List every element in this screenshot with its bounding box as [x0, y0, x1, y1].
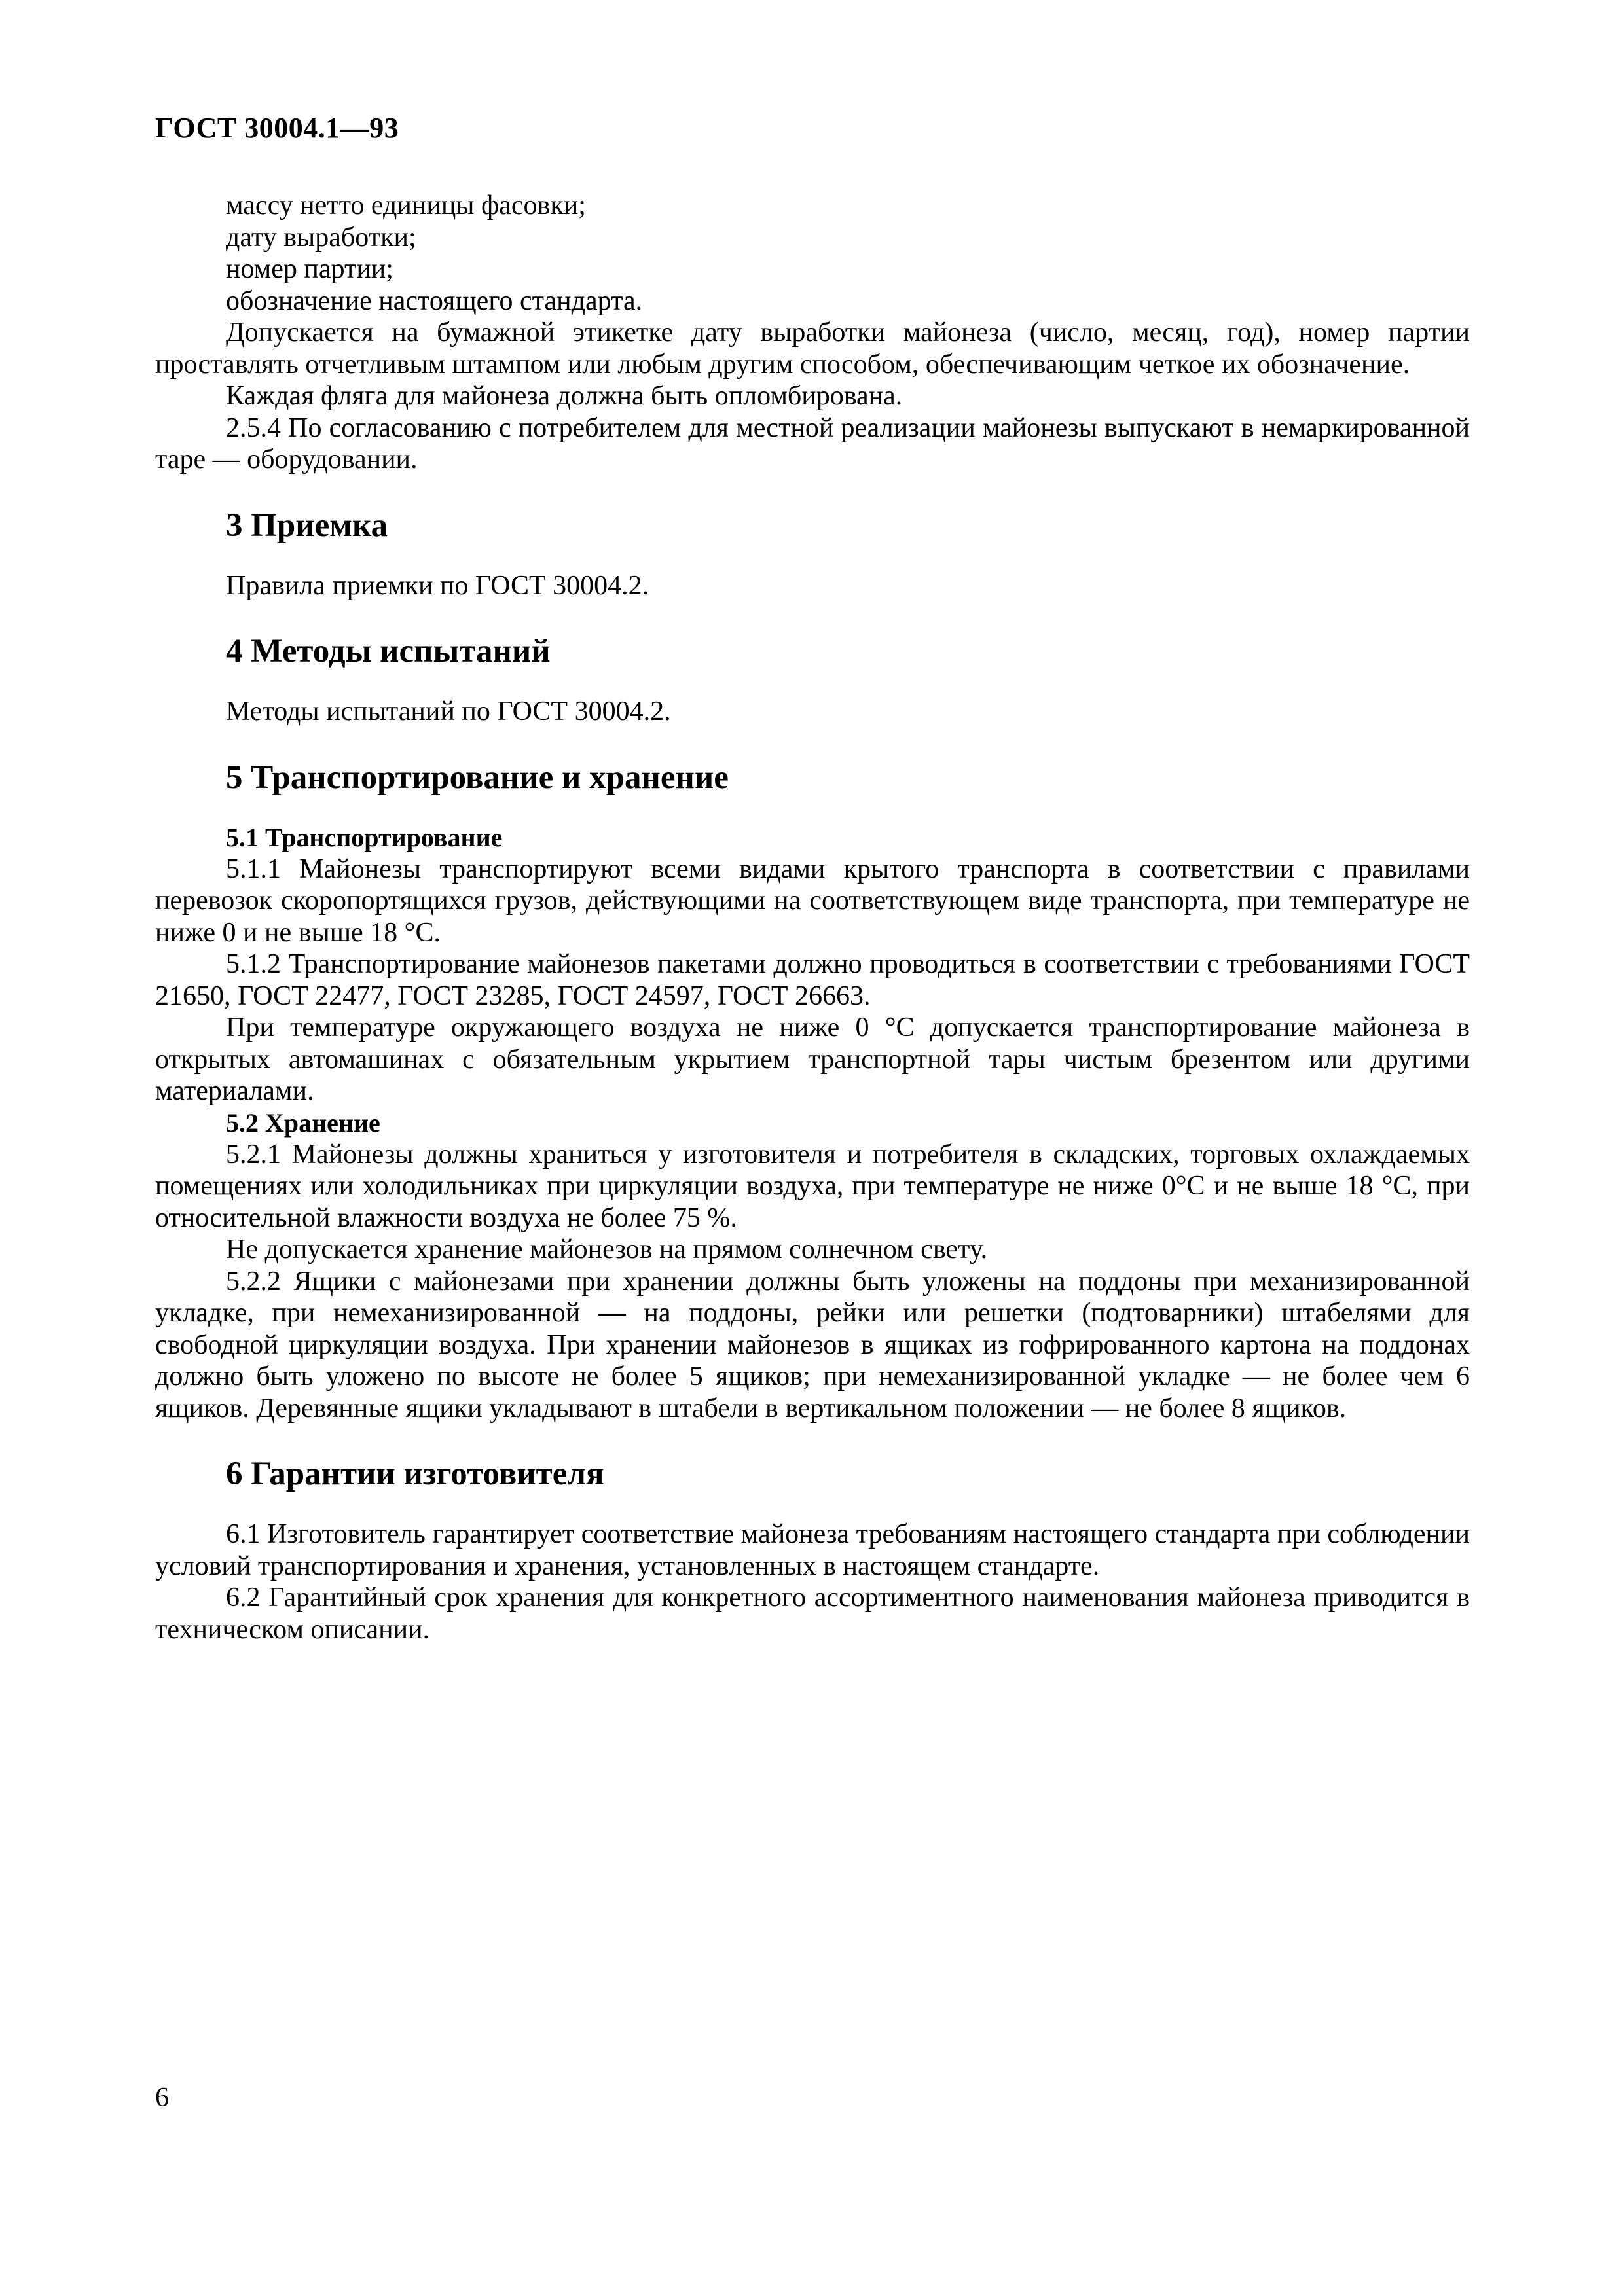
paragraph-6-2: 6.2 Гарантийный срок хранения для конкретного ассортиментного наименования майонеза приводится в техническом описании. [155, 1583, 1470, 1645]
paragraph-label-date: Допускается на бумажной этикетке дату выработки майонеза (число, месяц, год), номер партии проставлять отчетливым штампом или любым другим способом, обеспечивающим четкое их обозначение. [155, 317, 1470, 380]
page-number: 6 [155, 2083, 169, 2113]
document-code-header: ГОСТ 30004.1—93 [155, 112, 399, 144]
paragraph-5-2-1: 5.2.1 Майонезы должны храниться у изготовителя и потребителя в складских, торговых охлаждаемых помещениях или холодильниках при циркуляции воздуха, при температуре не ниже 0°С и не выше 18 °С, при относительной влажности воздуха не более 75 %. [155, 1139, 1470, 1233]
section-4-text: Методы испытаний по ГОСТ 30004.2. [226, 696, 671, 726]
section-4-title: 4 Методы испытаний [226, 633, 551, 670]
subsection-5-2-title: 5.2 Хранение [226, 1107, 380, 1138]
paragraph-5-1-open-transport: При температуре окружающего воздуха не ниже 0 °С допускается транспортирование майонеза в открытых автомашинах с обязательным укрытием транспортной тары чистым брезентом или другими материалами. [155, 1013, 1470, 1106]
paragraph-5-1-1: 5.1.1 Майонезы транспортируют всеми видами крытого транспорта в соответствии с правилами перевозок скоропортящихся грузов, действующими на соответствующем виде транспорта, при температуре не ниже 0 и не выше 18 °С. [155, 853, 1470, 948]
marking-item-batch-number: номер партии; [226, 254, 393, 284]
section-6-title: 6 Гарантии изготовителя [226, 1456, 604, 1492]
paragraph-5-2-sunlight: Не допускается хранение майонезов на прямом солнечном свету. [226, 1234, 988, 1265]
marking-item-standard-designation: обозначение настоящего стандарта. [226, 285, 643, 316]
paragraph-5-2-2: 5.2.2 Ящики с майонезами при хранении должны быть уложены на поддоны при механизированной укладке, при немеханизированной — на поддоны, рейки или решетки (подтоварники) штабелями для свободной циркуляции воздуха. При хранении майонезов в ящиках из гофрированного картона на поддонах должно быть уложено по высоте не более 5 ящиков; при немеханизированной укладке — не более чем 6 ящиков. Деревянные ящики укладывают в штабели в вертикальном положении — не более 8 ящиков. [155, 1266, 1470, 1424]
document-body [155, 190, 1470, 1645]
subsection-5-1-title: 5.1 Транспортирование [226, 822, 503, 852]
marking-item-net-mass: массу нетто единицы фасовки; [226, 190, 586, 221]
paragraph-6-1: 6.1 Изготовитель гарантирует соответствие майонеза требованиям настоящего стандарта при соблюдении условий транспортирования и хранения, установленных в настоящем стандарте. [155, 1519, 1470, 1581]
paragraph-2-5-4: 2.5.4 По согласованию с потребителем для местной реализации майонезы выпускают в немаркированной таре — оборудовании. [155, 412, 1470, 475]
section-3-title: 3 Приемка [226, 507, 388, 544]
section-5-title: 5 Транспортирование и хранение [226, 759, 729, 796]
paragraph-flask-seal: Каждая фляга для майонеза должна быть опломбирована. [226, 381, 903, 411]
paragraph-5-1-2: 5.1.2 Транспортирование майонезов пакетами должно проводиться в соответствии с требованиями ГОСТ 21650, ГОСТ 22477, ГОСТ 23285, ГОСТ 24597, ГОСТ 26663. [155, 949, 1470, 1011]
section-3-text: Правила приемки по ГОСТ 30004.2. [226, 570, 649, 601]
marking-item-production-date: дату выработки; [226, 222, 416, 253]
